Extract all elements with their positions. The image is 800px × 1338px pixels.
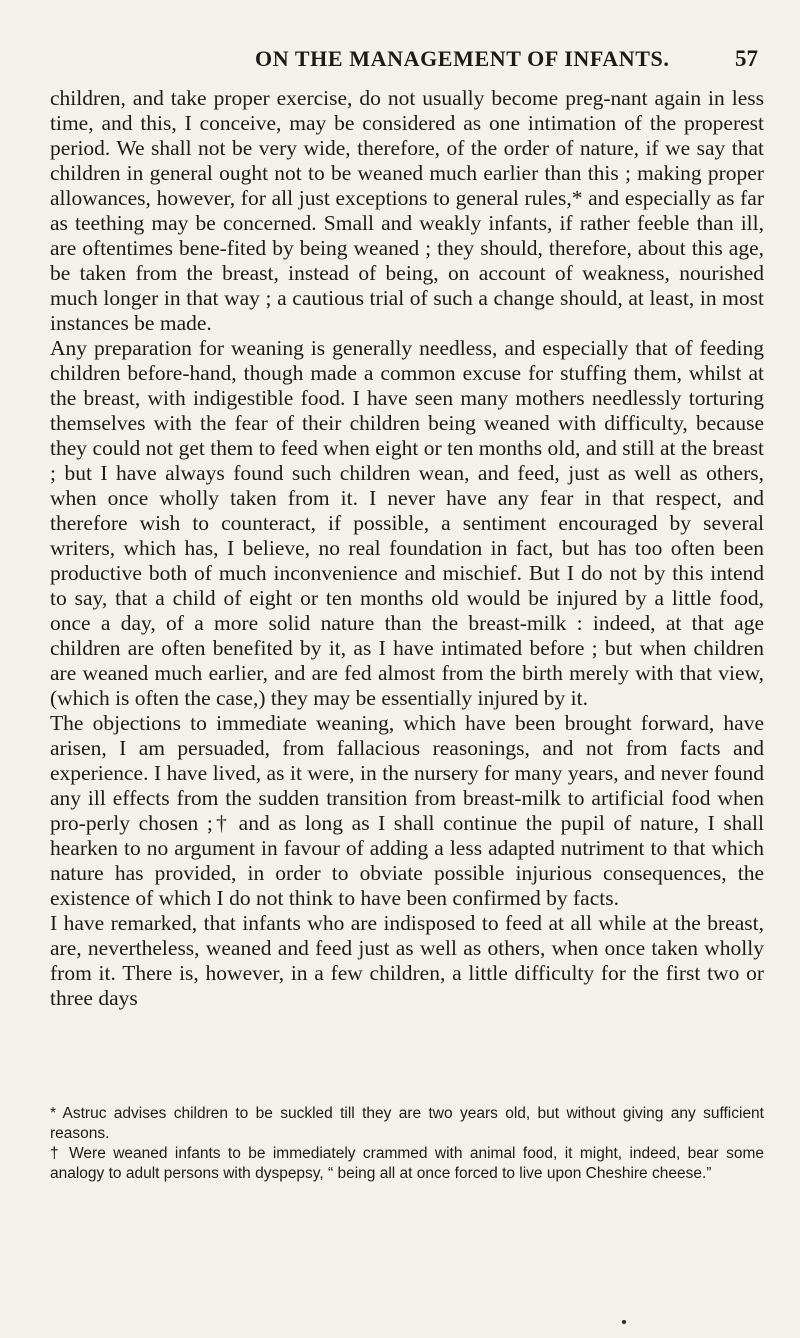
footnote-asterisk: * Astruc advises children to be suckled till they are two years old, but without giving any sufficient reasons. (50, 1105, 764, 1142)
paragraph-4: I have remarked, that infants who are indisposed to feed at all while at the breast, are, nevertheless, weaned and feed just as well as others, when once taken wholly from it. There is, however, in a few children, a little difficulty for the first two or three days (50, 911, 764, 1010)
paragraph-3: The objections to immediate weaning, which have been brought forward, have arisen, I am persuaded, from fallacious reasonings, and not from facts and experience. I have lived, as it were, in the nursery for many years, and never found any ill effects from the sudden transition from breast-milk to artificial food when pro-perly chosen ;† and as long as I shall continue the pupil of nature, I shall hearken to no argument in favour of adding a less adapted nutriment to that which nature has provided, in order to obviate possible injurious consequences, the existence of which I do not think to have been confirmed by facts. (50, 711, 764, 910)
running-title: ON THE MANAGEMENT OF INFANTS. (255, 46, 670, 71)
page-header (0, 46, 800, 86)
ink-speck (622, 1320, 626, 1324)
page-number: 57 (735, 46, 758, 71)
paragraph-2: Any preparation for weaning is generally needless, and especially that of feeding children before-hand, though made a common excuse for stuffing them, whilst at the breast, with indigestible food. I have seen many mothers needlessly torturing themselves with the fear of their children being weaned with difficulty, because they could not get them to feed when eight or ten months old, and still at the breast ; but I have always found such children wean, and feed, just as well as others, when once wholly taken from it. I never have any fear in that respect, and therefore wish to counteract, if possible, a sentiment encouraged by several writers, which has, I believe, no real foundation in fact, but has too often been productive both of much inconvenience and mischief. But I do not by this intend to say, that a child of eight or ten months old would be injured by a little food, once a day, of a more solid nature than the breast-milk : indeed, at that age children are often benefited by it, as I have intimated before ; but when children are weaned much earlier, and are fed almost from the birth merely with that view, (which is often the case,) they may be essentially injured by it. (50, 336, 764, 710)
body-text (50, 86, 764, 1011)
paragraph-1: children, and take proper exercise, do not usually become preg-nant again in less time, and this, I conceive, may be considered as one intimation of the properest period. We shall not be very wide, therefore, of the order of nature, if we say that children in general ought not to be weaned much earlier than this ; making proper allowances, however, for all just exceptions to general rules,* and especially as far as teething may be concerned. Small and weakly infants, if rather feeble than ill, are oftentimes bene-fited by being weaned ; they should, therefore, about this age, be taken from the breast, instead of being, on account of weakness, nourished much longer in that way ; a cautious trial of such a change should, at least, in most instances be made. (50, 86, 764, 335)
footnote-dagger: † Were weaned infants to be immediately crammed with animal food, it might, indeed, bear some analogy to adult persons with dyspepsy, “ being all at once forced to live upon Cheshire cheese.” (50, 1145, 764, 1182)
footnotes (50, 1104, 764, 1184)
